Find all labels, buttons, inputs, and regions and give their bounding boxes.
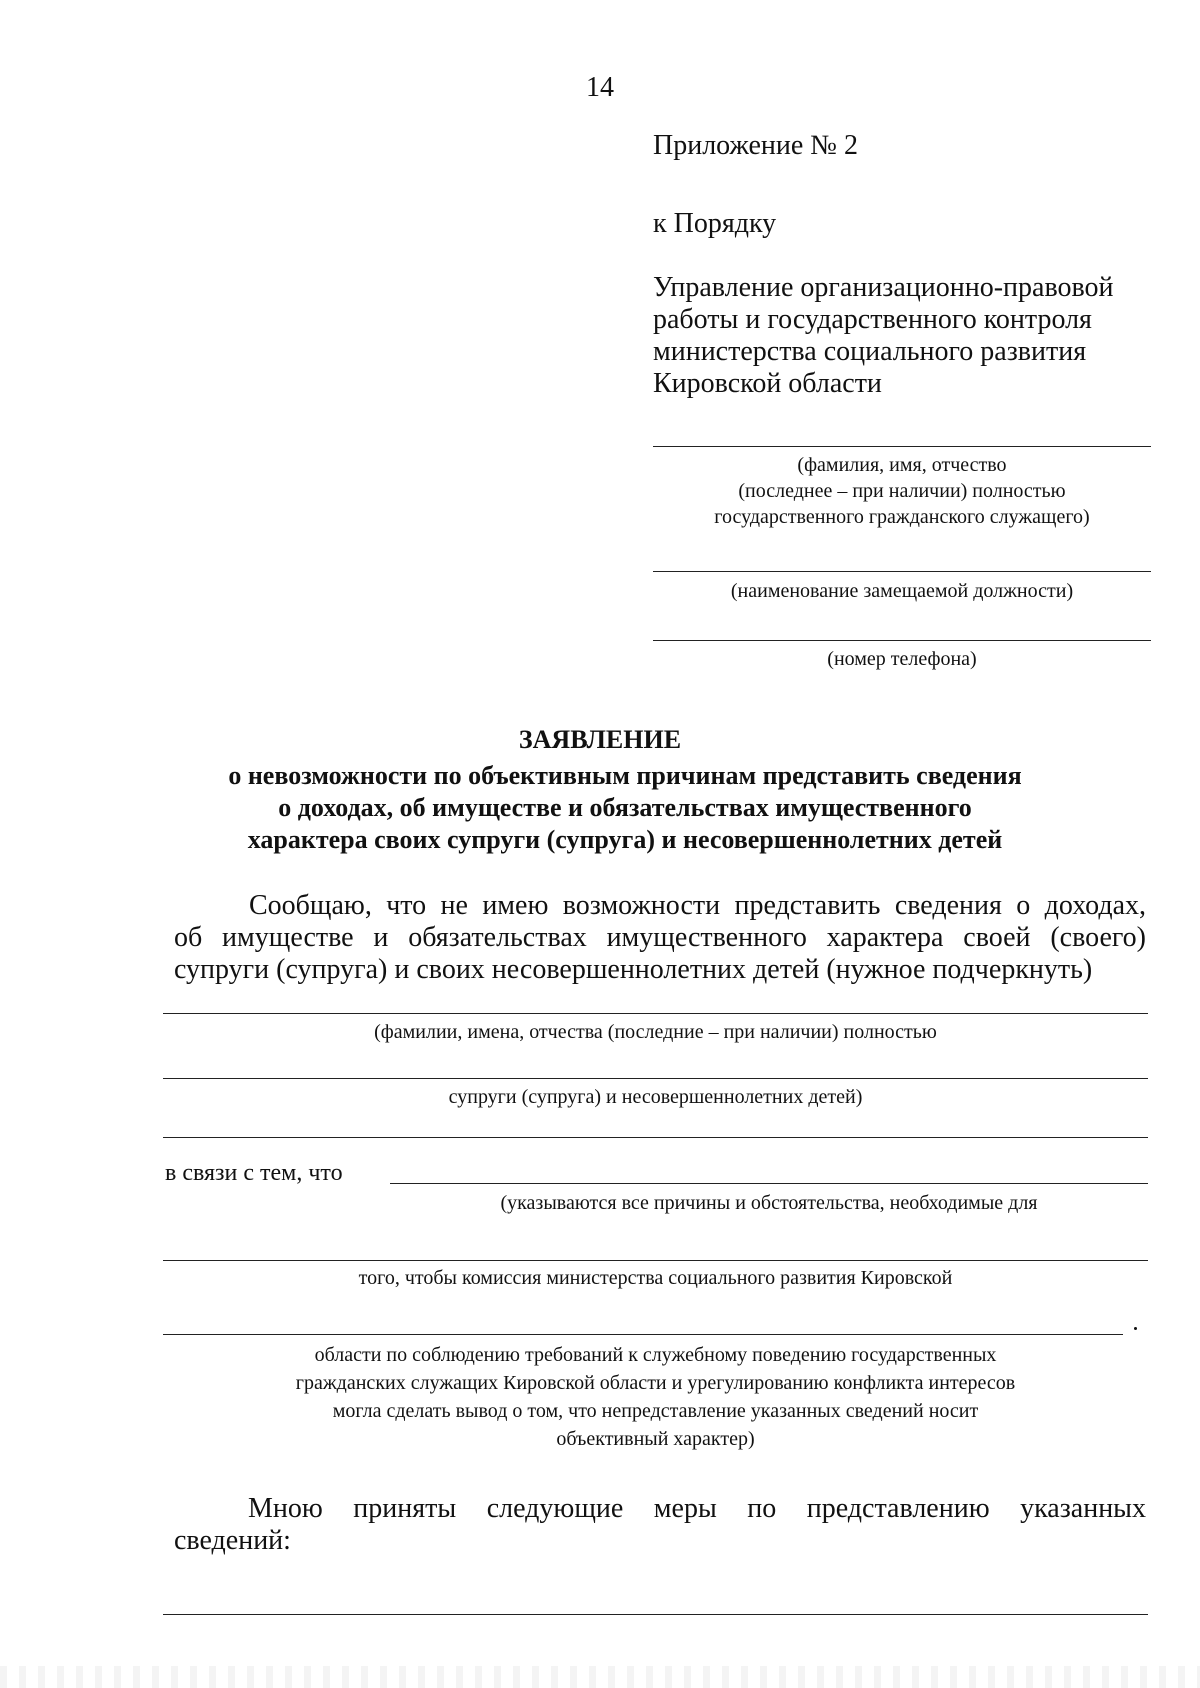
phone-caption: (номер телефона): [827, 648, 977, 670]
paragraph-line: супруги (супруга) и своих несовершеннолетних детей (нужное подчеркнуть): [174, 954, 1093, 985]
reason-caption-line: гражданских служащих Кировской области и урегулированию конфликта интересов: [295, 1372, 1016, 1394]
recipient-block: [653, 272, 1153, 400]
reason-caption-1: (указываются все причины и обстоятельства, необходимые для: [500, 1192, 1038, 1214]
period-mark: [1134, 1327, 1137, 1330]
position-field-line[interactable]: [653, 571, 1151, 572]
reason-caption-line: могла сделать вывод о том, что непредставление указанных сведений носит: [332, 1400, 979, 1422]
scan-edge-artifact: [0, 1666, 1200, 1688]
reason-field-line[interactable]: [390, 1183, 1148, 1184]
names-field-line-2[interactable]: [163, 1078, 1148, 1079]
recipient-line: Кировской области: [653, 368, 882, 399]
position-caption: (наименование замещаемой должности): [730, 580, 1074, 602]
measures-field-line[interactable]: [163, 1614, 1148, 1615]
statement-paragraph: [174, 890, 1146, 986]
paragraph-line: об имуществе и обязательствах имущественного характера своей (своего): [174, 922, 1146, 953]
phone-field-line[interactable]: [653, 640, 1151, 641]
subtitle-line: о невозможности по объективным причинам представить сведения: [228, 761, 1022, 790]
reason-field-line-3[interactable]: [163, 1334, 1123, 1335]
recipient-line: министерства социального развития: [653, 336, 1087, 367]
measures-line-1: Мною приняты следующие меры по представлению указанных: [248, 1493, 1146, 1524]
fio-caption-line: (фамилия, имя, отчество: [797, 454, 1007, 476]
names-field-line-1[interactable]: [163, 1013, 1148, 1014]
reason-caption-line: области по соблюдению требований к служебному поведению государственных: [314, 1344, 997, 1366]
reason-caption-2: того, чтобы комиссия министерства социального развития Кировской: [358, 1267, 953, 1289]
names-caption-2: супруги (супруга) и несовершеннолетних детей): [448, 1086, 863, 1108]
statement-subtitle: [0, 760, 1200, 856]
appendix-to-order: к Порядку: [653, 208, 777, 239]
fio-caption-line: государственного гражданского служащего): [714, 506, 1090, 528]
statement-title: ЗАЯВЛЕНИЕ: [518, 725, 682, 754]
subtitle-line: о доходах, об имуществе и обязательствах имущественного: [278, 793, 972, 822]
fio-caption-line: (последнее – при наличии) полностью: [738, 480, 1066, 502]
reason-caption-line: объективный характер): [556, 1428, 755, 1450]
reason-label: в связи с тем, что: [165, 1160, 343, 1186]
fio-caption: [653, 452, 1151, 530]
recipient-line: Управление организационно-правовой: [653, 272, 1114, 303]
fio-field-line[interactable]: [653, 446, 1151, 447]
recipient-line: работы и государственного контроля: [653, 304, 1092, 335]
subtitle-line: характера своих супруги (супруга) и несовершеннолетних детей: [247, 825, 1003, 854]
appendix-title: Приложение № 2: [653, 130, 858, 161]
reason-field-line-2[interactable]: [163, 1260, 1148, 1261]
names-field-line-3[interactable]: [163, 1137, 1148, 1138]
page-number: 14: [586, 72, 614, 103]
reason-caption-3: [163, 1341, 1148, 1453]
names-caption-1: (фамилии, имена, отчества (последние – при наличии) полностью: [374, 1021, 937, 1043]
paragraph-line: Сообщаю, что не имею возможности представить сведения о доходах,: [249, 890, 1146, 921]
measures-line-2: сведений:: [174, 1525, 291, 1556]
